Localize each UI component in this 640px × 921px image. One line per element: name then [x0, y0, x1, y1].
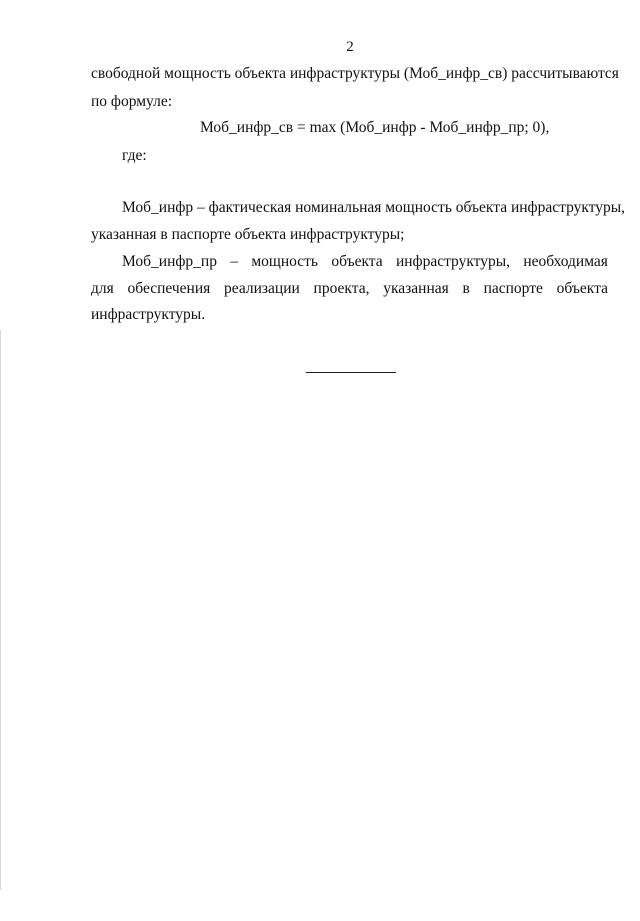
definition-2-word: мощность: [251, 253, 318, 270]
definition-2-word: объекта: [556, 280, 608, 297]
definition-2-word: инфраструктуры,: [395, 253, 511, 270]
definition-2-word: обеспечения: [127, 280, 211, 297]
definition-2-line-3: инфраструктуры.: [91, 306, 206, 323]
definition-2-word: –: [230, 253, 239, 270]
definition-2-word: объекта: [331, 253, 383, 270]
intro-line-1: свободной мощность объекта инфраструктуры (Моб_инфр_св) рассчитываются: [91, 65, 619, 82]
definition-1-line-2: указанная в паспорте объекта инфраструктуры;: [91, 226, 405, 243]
intro-line-2: по формуле:: [91, 93, 173, 110]
page-number: 2: [346, 39, 354, 55]
end-divider-line: [306, 372, 396, 373]
definition-2-word: Моб_инфр_пр: [122, 253, 217, 270]
definition-2-word: паспорте: [483, 280, 543, 297]
definition-2-word: реализации: [224, 280, 300, 297]
definition-2-word: указанная: [383, 280, 449, 297]
scan-edge-line: [0, 330, 1, 890]
where-label: где:: [122, 147, 147, 164]
definition-2-word: проекта,: [313, 280, 370, 297]
formula: Моб_инфр_св = max (Моб_инфр - Моб_инфр_пр; 0),: [200, 119, 550, 136]
definition-2-word: необходимая: [523, 253, 608, 270]
definition-2-line-2: [91, 279, 608, 299]
definition-1-line-1: Моб_инфр – фактическая номинальная мощность объекта инфраструктуры,: [122, 199, 626, 216]
definition-2-line-1: [122, 252, 608, 272]
definition-2-word: в: [462, 280, 470, 297]
definition-2-word: для: [91, 280, 114, 297]
